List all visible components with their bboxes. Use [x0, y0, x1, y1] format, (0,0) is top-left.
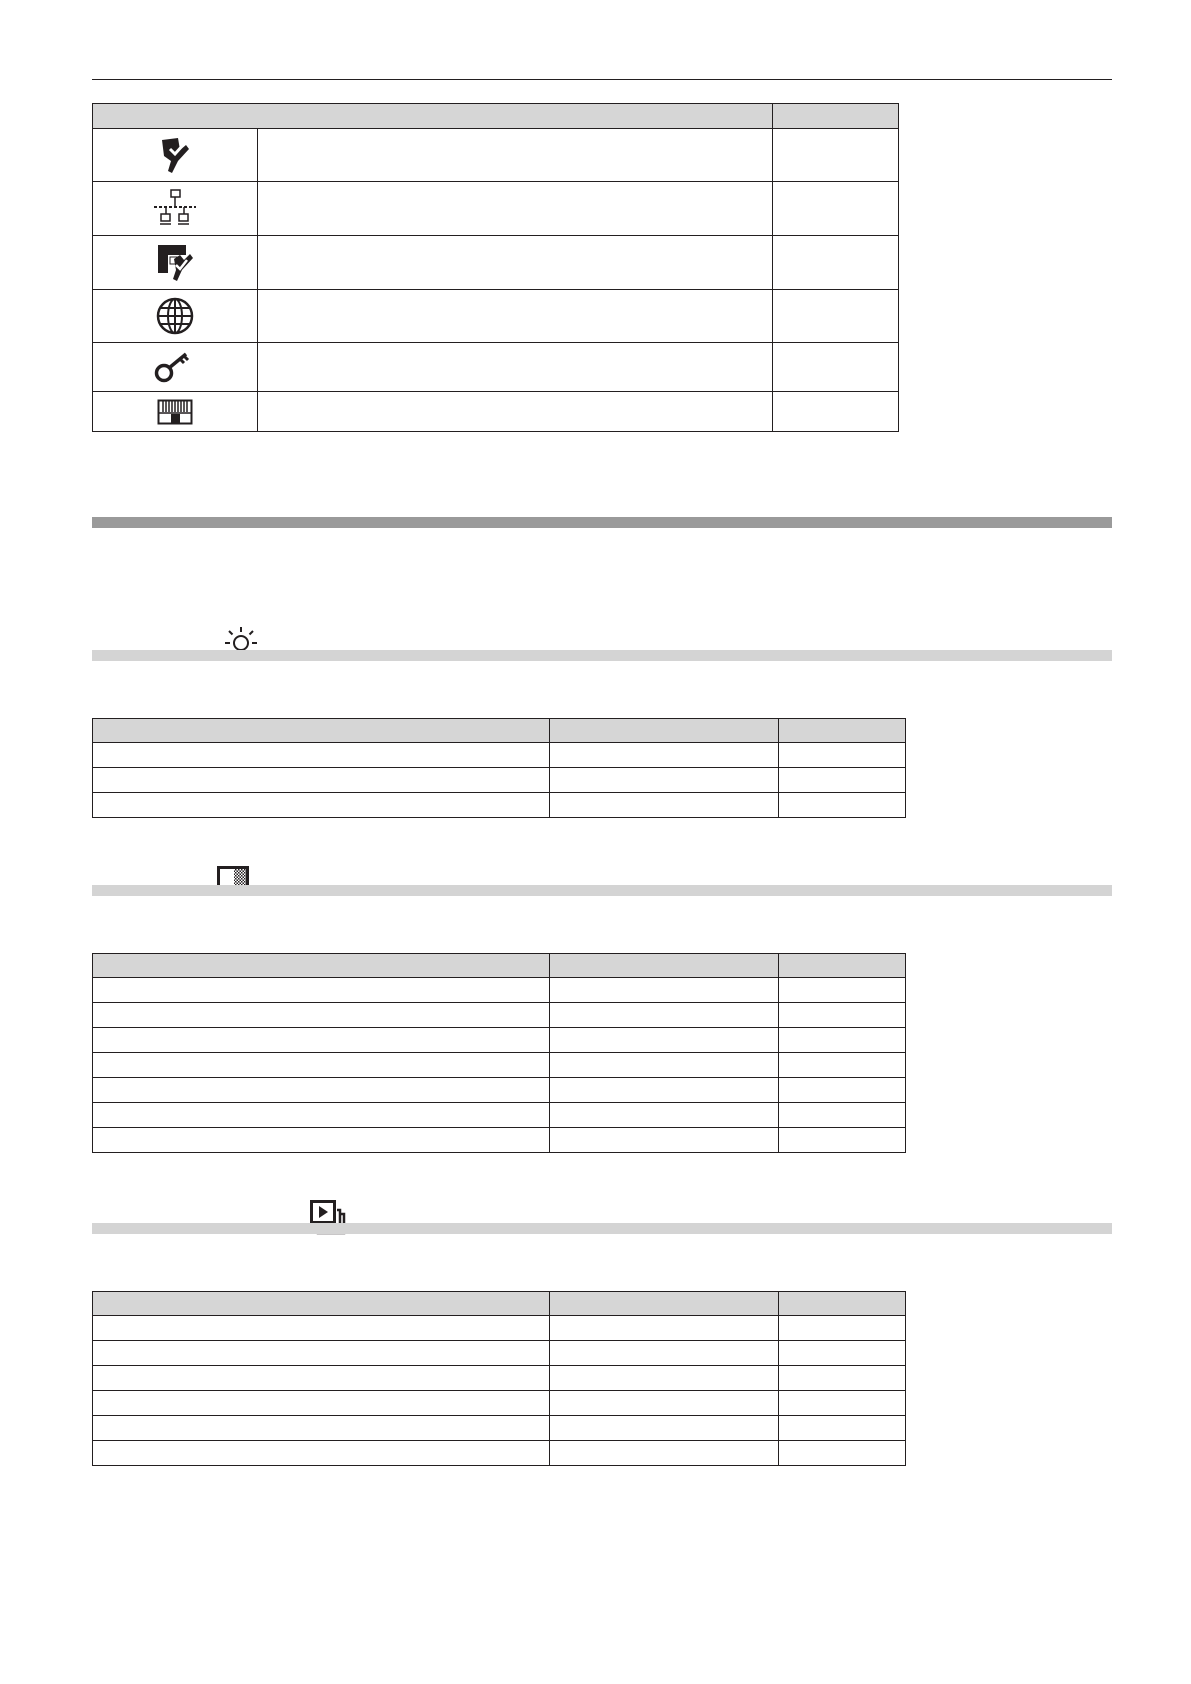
subsection-bar-3 [92, 1223, 1112, 1234]
subsection-bar-1 [92, 650, 1112, 661]
menu-table-header-menu [93, 104, 773, 129]
settings-table-1 [92, 718, 906, 818]
table-row [93, 1416, 906, 1441]
table-row [93, 1316, 906, 1341]
menu-table-header [93, 104, 899, 129]
menu-table-header-page [773, 104, 899, 129]
menu-table-icon-cell [93, 182, 258, 236]
table-header-cell [93, 954, 550, 978]
table-header-cell [779, 719, 906, 743]
table-header-cell [550, 719, 779, 743]
settings-table-2 [92, 953, 906, 1153]
table-row [93, 1128, 906, 1153]
menu-table-desc-cell [258, 182, 773, 236]
table-row [93, 1441, 906, 1466]
table-header-cell [93, 719, 550, 743]
menu-table-icon-cell [93, 129, 258, 182]
menu-table-row [93, 392, 899, 432]
table-row [93, 978, 906, 1003]
table-header-cell [779, 954, 906, 978]
menu-table-page-cell [773, 236, 899, 290]
table-row [93, 1003, 906, 1028]
menu-table-icon-cell [93, 343, 258, 392]
table-row [93, 768, 906, 793]
table-row [93, 1341, 906, 1366]
menu-table-icon-cell [93, 236, 258, 290]
table-row [93, 793, 906, 818]
menu-table-desc-cell [258, 129, 773, 182]
table-header-cell [93, 1292, 550, 1316]
menu-table-desc-cell [258, 343, 773, 392]
menu-table-page-cell [773, 182, 899, 236]
menu-table-desc-cell [258, 236, 773, 290]
table-header-cell [550, 954, 779, 978]
key-security-icon [154, 350, 196, 384]
table-row [93, 743, 906, 768]
subsection-bar-2 [92, 885, 1112, 896]
header-rule [92, 79, 1112, 80]
table-row [93, 1366, 906, 1391]
menu-table-page-cell [773, 129, 899, 182]
menu-table-row [93, 290, 899, 343]
table-row [93, 1103, 906, 1128]
section-heading-bar [92, 517, 1112, 528]
test-pattern-icon [157, 399, 193, 425]
menu-table-icon-cell [93, 392, 258, 432]
menu-table-row [93, 129, 899, 182]
p-in-p-setup-icon [156, 243, 194, 283]
projector-setup-icon [158, 136, 192, 174]
settings-table-3 [92, 1291, 906, 1466]
table-row [93, 1028, 906, 1053]
menu-table-icon-cell [93, 290, 258, 343]
menu-table-page-cell [773, 343, 899, 392]
menu-table-desc-cell [258, 290, 773, 343]
table-row [93, 1078, 906, 1103]
table-row [93, 1391, 906, 1416]
menu-table-desc-cell [258, 392, 773, 432]
menu-table-row [93, 182, 899, 236]
table-row [93, 1053, 906, 1078]
globe-language-icon [155, 296, 195, 336]
menu-table-page-cell [773, 290, 899, 343]
menu-table [92, 103, 899, 432]
table-header-cell [550, 1292, 779, 1316]
table-header-cell [779, 1292, 906, 1316]
network-icon [152, 189, 198, 229]
menu-table-row [93, 236, 899, 290]
menu-table-row [93, 343, 899, 392]
menu-table-page-cell [773, 392, 899, 432]
